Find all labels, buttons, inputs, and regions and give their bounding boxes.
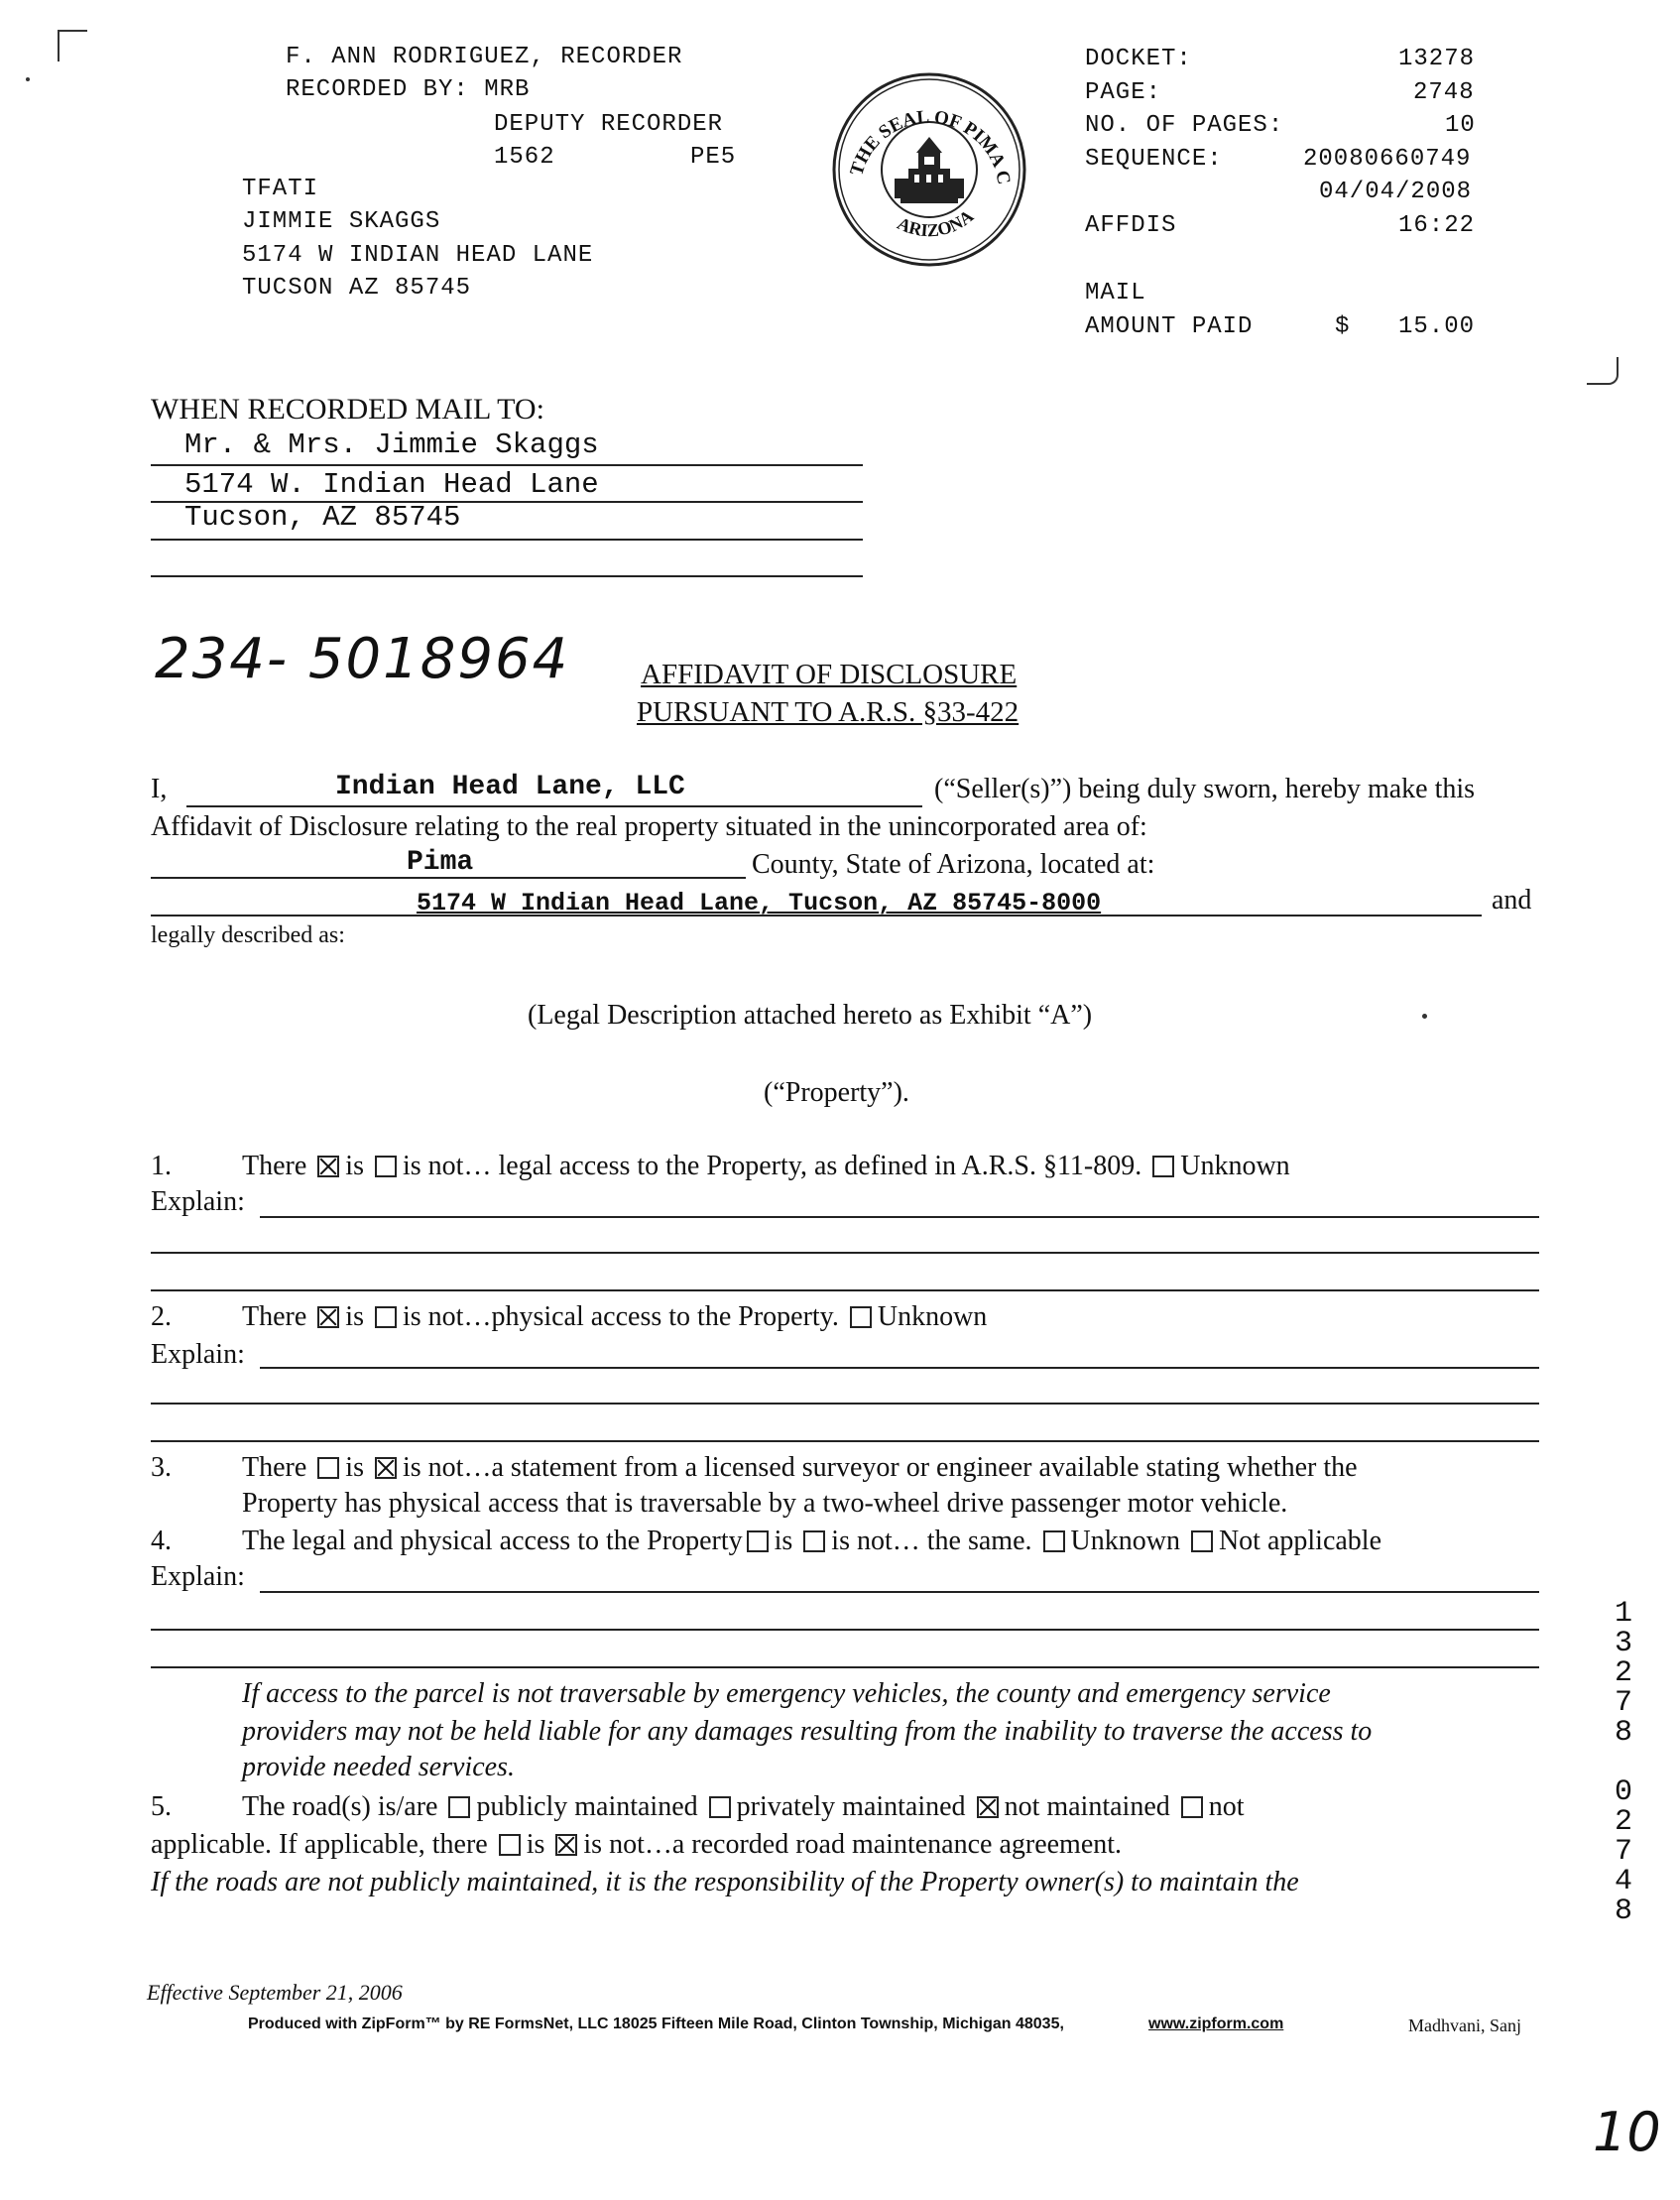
item-1-explain-rule-2 xyxy=(151,1252,1539,1254)
item-5-agreement-isnot-checkbox[interactable] xyxy=(555,1834,577,1856)
seal-text-bottom: ARIZONA xyxy=(894,205,978,241)
notice-line-3: provide needed services. xyxy=(242,1752,515,1782)
recorded-by: RECORDED BY: MRB xyxy=(286,76,531,103)
item-4-unknown-checkbox[interactable] xyxy=(1043,1530,1065,1552)
pages-value: 10 xyxy=(1445,112,1476,139)
intro-prefix: I, xyxy=(151,774,168,804)
item-5-isnot: is not…a recorded road maintenance agreement. xyxy=(583,1829,1123,1860)
recorder-name: F. ANN RODRIGUEZ, RECORDER xyxy=(286,44,683,70)
legal-description: (Legal Description attached hereto as Exhibit “A”) xyxy=(528,1000,1093,1031)
footer-effective: Effective September 21, 2006 xyxy=(147,1980,403,2005)
notice-line-2: providers may not be held liable for any damages resulting from the inability to traverse the access to xyxy=(242,1716,1373,1747)
title-line-2: PURSUANT TO A.R.S. §33-422 xyxy=(637,696,1020,728)
pages-label: NO. OF PAGES: xyxy=(1085,112,1284,139)
page-label: PAGE: xyxy=(1085,79,1162,106)
return-addr-4: TUCSON AZ 85745 xyxy=(242,275,472,302)
item-2-unknown-checkbox[interactable] xyxy=(850,1306,872,1328)
stray-dot xyxy=(1422,1014,1427,1019)
item-3-isnot: is not…a statement from a licensed surveyor or engineer available stating whether the xyxy=(402,1452,1358,1483)
item-1-unknown-checkbox[interactable] xyxy=(1152,1156,1174,1177)
seal-text-top: THE SEAL OF PIMA C xyxy=(846,106,1015,186)
item-3-is: is xyxy=(345,1452,364,1483)
item-4-na: Not applicable xyxy=(1218,1526,1382,1556)
item-1-unknown: Unknown xyxy=(1180,1151,1290,1181)
item-5-number: 5. xyxy=(151,1791,172,1822)
item-3-line-2: Property has physical access that is traversable by a two-wheel drive passenger motor vehicle. xyxy=(242,1488,1288,1519)
footer-url[interactable]: www.zipform.com xyxy=(1148,2016,1284,2032)
record-date: 04/04/2008 xyxy=(1319,179,1473,205)
return-addr-1: TFATI xyxy=(242,176,319,202)
item-4-text: The legal and physical access to the Property xyxy=(242,1526,743,1556)
return-addr-3: 5174 W INDIAN HEAD LANE xyxy=(242,242,594,269)
item-2-explain-rule-3 xyxy=(151,1440,1539,1442)
item-2-explain-rule-1 xyxy=(260,1367,1539,1369)
item-4-isnot: is not… the same. xyxy=(831,1526,1032,1556)
property-address: 5174 W Indian Head Lane, Tucson, AZ 85745-8000 xyxy=(417,889,1102,917)
deputy-recorder: DEPUTY RECORDER xyxy=(494,111,724,138)
item-1-is-checkbox[interactable] xyxy=(317,1156,339,1177)
title-line-1: AFFIDAVIT OF DISCLOSURE xyxy=(641,659,1018,690)
mail-to-line-3: Tucson, AZ 85745 xyxy=(184,501,461,534)
mail-to-line-2: 5174 W. Indian Head Lane xyxy=(184,468,599,501)
item-5-is: is xyxy=(526,1829,545,1860)
item-4-explain-rule-3 xyxy=(151,1666,1539,1668)
item-5-public-checkbox[interactable] xyxy=(448,1796,470,1818)
item-4-explain: Explain: xyxy=(151,1561,245,1592)
property-label: (“Property”). xyxy=(764,1077,909,1108)
item-5-line-3: If the roads are not publicly maintained, it is the responsibility of the Property owner(s) to maintain the xyxy=(151,1867,1299,1897)
item-2-explain: Explain: xyxy=(151,1339,245,1370)
item-4-row xyxy=(242,1526,1381,1557)
item-4-is-checkbox[interactable] xyxy=(747,1530,769,1552)
legally-described: legally described as: xyxy=(151,922,345,948)
footer-produced: Produced with ZipForm™ by RE FormsNet, LLC 18025 Fifteen Mile Road, Clinton Township, Michigan 48035, xyxy=(248,2016,1064,2032)
item-2-is-checkbox[interactable] xyxy=(317,1306,339,1328)
item-4-na-checkbox[interactable] xyxy=(1191,1530,1213,1552)
county-name: Pima xyxy=(407,847,474,878)
recorder-code-2: PE5 xyxy=(690,144,737,171)
item-2-is: is xyxy=(345,1301,364,1332)
item-5-row xyxy=(242,1791,1245,1823)
mail-to-line-1: Mr. & Mrs. Jimmie Skaggs xyxy=(184,428,599,461)
item-2-isnot-checkbox[interactable] xyxy=(375,1306,397,1328)
item-4-isnot-checkbox[interactable] xyxy=(803,1530,825,1552)
item-2-there: There xyxy=(242,1301,307,1332)
item-5-not: not xyxy=(1208,1791,1245,1822)
mail-to-rule-1 xyxy=(151,464,863,466)
footer-name: Madhvani, Sanj xyxy=(1408,2016,1521,2035)
sequence-value: 20080660749 xyxy=(1303,146,1472,173)
item-1-explain-rule-3 xyxy=(151,1289,1539,1291)
item-4-is: is xyxy=(774,1526,793,1556)
mail-label: MAIL xyxy=(1085,280,1146,306)
item-4-number: 4. xyxy=(151,1526,172,1556)
item-1-there: There xyxy=(242,1151,307,1181)
item-1-row xyxy=(242,1151,1290,1182)
item-5-agreement-is-checkbox[interactable] xyxy=(499,1834,521,1856)
amount-value: 15.00 xyxy=(1398,313,1476,340)
page-mark: 10 xyxy=(1593,2101,1661,2163)
item-5-notm: not maintained xyxy=(1004,1791,1170,1822)
item-3-number: 3. xyxy=(151,1452,172,1483)
intro-line-2: Affidavit of Disclosure relating to the real property situated in the unincorporated area of: xyxy=(151,811,1147,842)
amount-currency: $ xyxy=(1335,313,1351,340)
item-1-isnot: is not… legal access to the Property, as defined in A.R.S. §11-809. xyxy=(402,1151,1142,1181)
item-5-row-2 xyxy=(151,1829,1122,1861)
notice-line-1: If access to the parcel is not traversable by emergency vehicles, the county and emergency service xyxy=(242,1678,1331,1709)
item-5-notm-checkbox[interactable] xyxy=(977,1796,999,1818)
return-addr-2: JIMMIE SKAGGS xyxy=(242,208,441,235)
item-3-isnot-checkbox[interactable] xyxy=(375,1457,397,1479)
mail-to-rule-3 xyxy=(151,539,863,541)
item-2-isnot: is not…physical access to the Property. xyxy=(402,1301,839,1332)
amount-label: AMOUNT PAID xyxy=(1085,313,1254,340)
handwritten-number: 234- 5018964 xyxy=(155,627,570,691)
recorder-code-1: 1562 xyxy=(494,144,555,171)
item-3-is-checkbox[interactable] xyxy=(317,1457,339,1479)
seller-name: Indian Head Lane, LLC xyxy=(335,772,685,802)
item-2-explain-rule-2 xyxy=(151,1403,1539,1405)
side-stamp: 13278 02748 xyxy=(1607,1597,1640,1924)
item-5-text: The road(s) is/are xyxy=(242,1791,438,1822)
doc-type: AFFDIS xyxy=(1085,212,1177,239)
item-4-unknown: Unknown xyxy=(1070,1526,1180,1556)
county-suffix: County, State of Arizona, located at: xyxy=(752,849,1155,880)
item-1-number: 1. xyxy=(151,1151,172,1181)
item-1-isnot-checkbox[interactable] xyxy=(375,1156,397,1177)
item-5-private: privately maintained xyxy=(736,1791,966,1822)
mail-to-heading: WHEN RECORDED MAIL TO: xyxy=(151,393,544,426)
intro-suffix: (“Seller(s)”) being duly sworn, hereby make this xyxy=(934,774,1476,804)
scan-corner-mark xyxy=(58,30,87,61)
item-2-row xyxy=(242,1301,987,1333)
item-3-there: There xyxy=(242,1452,307,1483)
page-value: 2748 xyxy=(1413,79,1475,106)
record-time: 16:22 xyxy=(1398,212,1476,239)
item-2-unknown: Unknown xyxy=(877,1301,988,1332)
item-5-line2a: applicable. If applicable, there xyxy=(151,1829,488,1860)
mail-to-rule-4 xyxy=(151,575,863,577)
item-2-number: 2. xyxy=(151,1301,172,1332)
item-5-public: publicly maintained xyxy=(476,1791,698,1822)
scan-corner-mark-right xyxy=(1587,357,1619,385)
item-4-explain-rule-1 xyxy=(260,1591,1539,1593)
item-5-private-checkbox[interactable] xyxy=(709,1796,731,1818)
sequence-label: SEQUENCE: xyxy=(1085,146,1223,173)
scan-dot xyxy=(26,77,30,81)
intro-and: and xyxy=(1492,885,1532,916)
item-3-row xyxy=(242,1452,1358,1484)
docket-value: 13278 xyxy=(1398,46,1476,72)
item-4-explain-rule-2 xyxy=(151,1629,1539,1631)
docket-label: DOCKET: xyxy=(1085,46,1192,72)
item-5-na-checkbox[interactable] xyxy=(1181,1796,1203,1818)
pima-county-seal xyxy=(831,71,1027,268)
item-1-explain-rule-1 xyxy=(260,1216,1539,1218)
item-1-explain: Explain: xyxy=(151,1186,245,1217)
item-1-is: is xyxy=(345,1151,364,1181)
seller-rule xyxy=(186,805,922,807)
